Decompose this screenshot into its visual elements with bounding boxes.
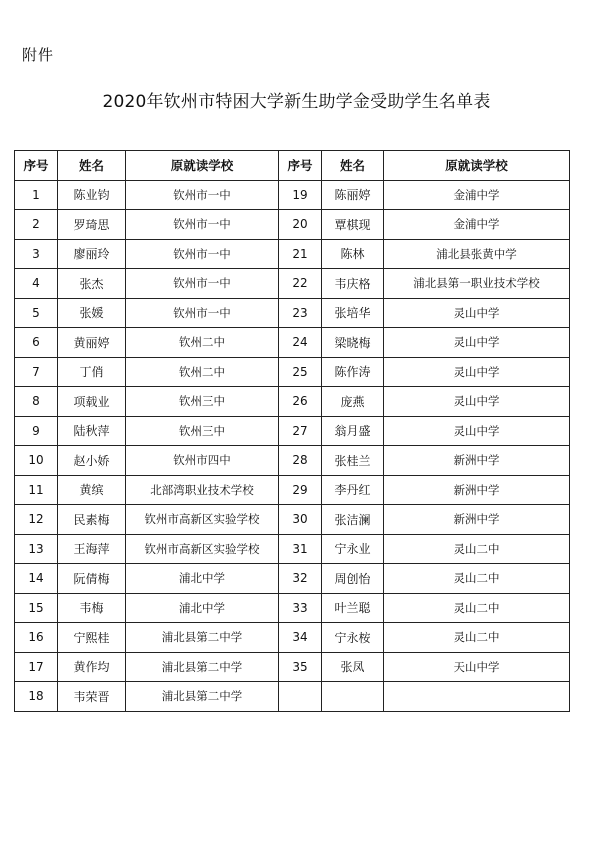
school-name: 浦北县张黄中学 xyxy=(384,239,570,269)
student-name: 陈丽婷 xyxy=(322,180,384,210)
school-name: 灵山中学 xyxy=(384,328,570,358)
row-number: 15 xyxy=(15,593,58,623)
school-name: 灵山二中 xyxy=(384,623,570,653)
table-row xyxy=(15,387,570,417)
student-name: 覃棋现 xyxy=(322,210,384,240)
table-row xyxy=(15,180,570,210)
student-name: 陈林 xyxy=(322,239,384,269)
student-name xyxy=(322,682,384,712)
student-name: 李丹红 xyxy=(322,475,384,505)
student-name: 张凤 xyxy=(322,652,384,682)
school-name: 钦州市一中 xyxy=(126,210,279,240)
table-body xyxy=(15,180,570,711)
row-number: 32 xyxy=(279,564,322,594)
row-number: 30 xyxy=(279,505,322,535)
row-number: 33 xyxy=(279,593,322,623)
row-number: 10 xyxy=(15,446,58,476)
school-name: 钦州市四中 xyxy=(126,446,279,476)
row-number: 24 xyxy=(279,328,322,358)
student-name: 黄丽婷 xyxy=(58,328,126,358)
school-name: 浦北县第二中学 xyxy=(126,623,279,653)
school-name: 灵山二中 xyxy=(384,593,570,623)
school-name: 钦州二中 xyxy=(126,357,279,387)
row-number: 35 xyxy=(279,652,322,682)
row-number: 14 xyxy=(15,564,58,594)
student-name: 韦荣晋 xyxy=(58,682,126,712)
row-number: 2 xyxy=(15,210,58,240)
student-name: 翁月盛 xyxy=(322,416,384,446)
school-name: 浦北中学 xyxy=(126,564,279,594)
student-name: 张杰 xyxy=(58,269,126,299)
student-name: 张桂兰 xyxy=(322,446,384,476)
row-number xyxy=(279,682,322,712)
school-name: 灵山中学 xyxy=(384,387,570,417)
student-name: 陈作涛 xyxy=(322,357,384,387)
student-name: 阮倩梅 xyxy=(58,564,126,594)
student-name: 叶兰聪 xyxy=(322,593,384,623)
student-name: 民素梅 xyxy=(58,505,126,535)
school-name: 天山中学 xyxy=(384,652,570,682)
row-number: 6 xyxy=(15,328,58,358)
row-number: 28 xyxy=(279,446,322,476)
table-header-row xyxy=(15,151,570,181)
row-number: 25 xyxy=(279,357,322,387)
school-name: 钦州三中 xyxy=(126,416,279,446)
student-name: 宁熙桂 xyxy=(58,623,126,653)
table-row xyxy=(15,328,570,358)
row-number: 7 xyxy=(15,357,58,387)
school-name: 金浦中学 xyxy=(384,180,570,210)
student-name: 赵小娇 xyxy=(58,446,126,476)
school-name: 灵山中学 xyxy=(384,298,570,328)
student-name: 丁俏 xyxy=(58,357,126,387)
table-row xyxy=(15,505,570,535)
column-header-name: 姓名 xyxy=(322,151,384,181)
table-row xyxy=(15,210,570,240)
school-name: 金浦中学 xyxy=(384,210,570,240)
student-name: 项载业 xyxy=(58,387,126,417)
student-name: 宁永桉 xyxy=(322,623,384,653)
row-number: 17 xyxy=(15,652,58,682)
row-number: 22 xyxy=(279,269,322,299)
row-number: 1 xyxy=(15,180,58,210)
school-name: 浦北县第二中学 xyxy=(126,682,279,712)
school-name: 钦州市高新区实验学校 xyxy=(126,534,279,564)
student-name: 陆秋萍 xyxy=(58,416,126,446)
row-number: 21 xyxy=(279,239,322,269)
row-number: 23 xyxy=(279,298,322,328)
row-number: 16 xyxy=(15,623,58,653)
student-name: 韦梅 xyxy=(58,593,126,623)
attachment-label: 附件 xyxy=(22,46,55,64)
table-row xyxy=(15,239,570,269)
school-name: 北部湾职业技术学校 xyxy=(126,475,279,505)
student-name: 罗琦思 xyxy=(58,210,126,240)
student-name: 张洁澜 xyxy=(322,505,384,535)
school-name: 灵山二中 xyxy=(384,564,570,594)
table-row xyxy=(15,623,570,653)
school-name: 钦州三中 xyxy=(126,387,279,417)
school-name: 钦州市高新区实验学校 xyxy=(126,505,279,535)
school-name: 钦州市一中 xyxy=(126,298,279,328)
row-number: 18 xyxy=(15,682,58,712)
school-name: 浦北县第二中学 xyxy=(126,652,279,682)
row-number: 4 xyxy=(15,269,58,299)
table-row xyxy=(15,564,570,594)
row-number: 20 xyxy=(279,210,322,240)
column-header-school: 原就读学校 xyxy=(126,151,279,181)
row-number: 8 xyxy=(15,387,58,417)
student-name: 张媛 xyxy=(58,298,126,328)
school-name: 灵山二中 xyxy=(384,534,570,564)
table-row xyxy=(15,475,570,505)
table-row xyxy=(15,652,570,682)
school-name: 新洲中学 xyxy=(384,446,570,476)
school-name xyxy=(384,682,570,712)
student-name: 张培华 xyxy=(322,298,384,328)
row-number: 27 xyxy=(279,416,322,446)
table-row xyxy=(15,298,570,328)
row-number: 29 xyxy=(279,475,322,505)
student-name: 庞燕 xyxy=(322,387,384,417)
school-name: 浦北中学 xyxy=(126,593,279,623)
table-row xyxy=(15,269,570,299)
student-name: 韦庆格 xyxy=(322,269,384,299)
page-title: 2020年钦州市特困大学新生助学金受助学生名单表 xyxy=(102,92,491,112)
school-name: 新洲中学 xyxy=(384,475,570,505)
student-roster-table xyxy=(14,150,570,712)
row-number: 26 xyxy=(279,387,322,417)
student-name: 黄缤 xyxy=(58,475,126,505)
column-header-school: 原就读学校 xyxy=(384,151,570,181)
student-name: 宁永业 xyxy=(322,534,384,564)
row-number: 13 xyxy=(15,534,58,564)
school-name: 新洲中学 xyxy=(384,505,570,535)
school-name: 钦州市一中 xyxy=(126,180,279,210)
student-name: 陈业钧 xyxy=(58,180,126,210)
student-name: 黄作均 xyxy=(58,652,126,682)
table-row xyxy=(15,682,570,712)
school-name: 钦州市一中 xyxy=(126,239,279,269)
row-number: 3 xyxy=(15,239,58,269)
table-row xyxy=(15,416,570,446)
row-number: 31 xyxy=(279,534,322,564)
row-number: 12 xyxy=(15,505,58,535)
row-number: 11 xyxy=(15,475,58,505)
row-number: 5 xyxy=(15,298,58,328)
school-name: 钦州二中 xyxy=(126,328,279,358)
row-number: 34 xyxy=(279,623,322,653)
student-name: 周创怡 xyxy=(322,564,384,594)
school-name: 灵山中学 xyxy=(384,416,570,446)
row-number: 19 xyxy=(279,180,322,210)
table-row xyxy=(15,534,570,564)
column-header-number: 序号 xyxy=(279,151,322,181)
table-row xyxy=(15,357,570,387)
school-name: 浦北县第一职业技术学校 xyxy=(384,269,570,299)
table-row xyxy=(15,593,570,623)
student-name: 廖丽玲 xyxy=(58,239,126,269)
school-name: 灵山中学 xyxy=(384,357,570,387)
student-name: 王海萍 xyxy=(58,534,126,564)
school-name: 钦州市一中 xyxy=(126,269,279,299)
student-name: 梁晓梅 xyxy=(322,328,384,358)
column-header-name: 姓名 xyxy=(58,151,126,181)
row-number: 9 xyxy=(15,416,58,446)
column-header-number: 序号 xyxy=(15,151,58,181)
table-row xyxy=(15,446,570,476)
